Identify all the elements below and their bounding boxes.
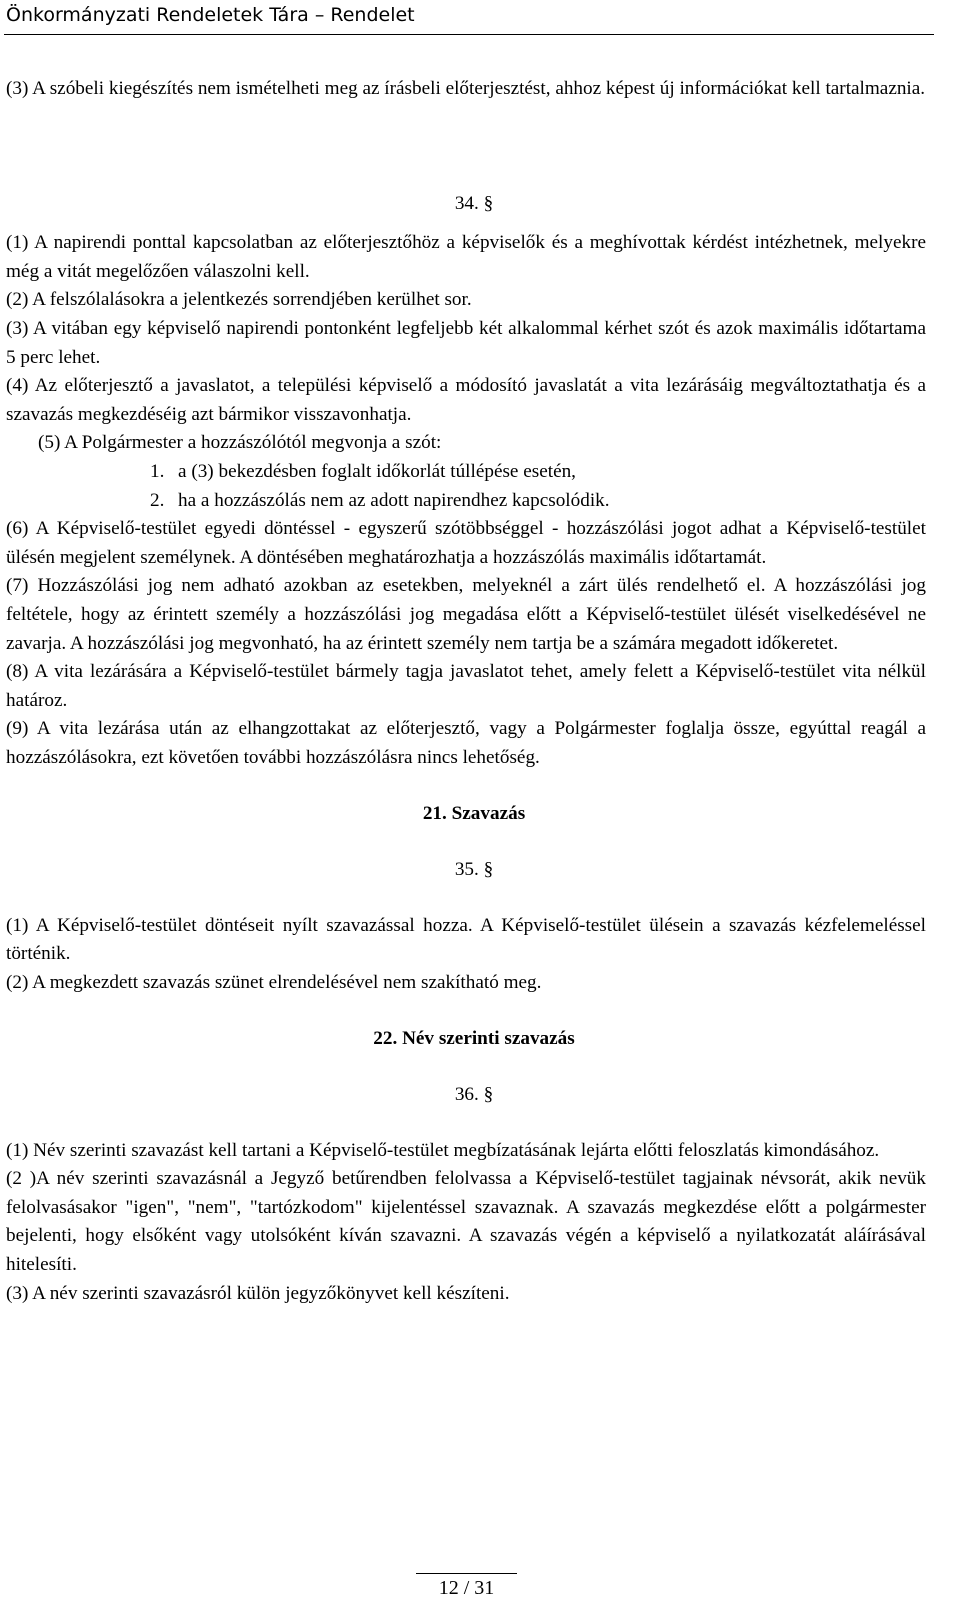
paragraph-36-2: (2 )A név szerinti szavazásnál a Jegyző betűrendben felolvassa a Képviselő-testület tagjainak névsorát, akik nevük felolvasásakor "igen", "nem", "tartózkodom" kijelentéssel szavaznak. A szavazás megkezdése előtt a polgármester bejelenti, hogy elsőként vagy utolsóként kíván szavazni. A szavazás végén a képviselő a nyilatkozatát aláírásával hitelesíti.	[6, 1168, 926, 1275]
list-item-text: a (3) bekezdésben foglalt időkorlát túllépése esetén,	[178, 460, 576, 482]
paragraph-34-2: (2) A felszólalásokra a jelentkezés sorrendjében kerülhet sor.	[6, 289, 472, 311]
paragraph-34-4: (4) Az előterjesztő a javaslatot, a települési képviselő a módosító javaslatát a vita lezárásáig megváltoztathatja és a szavazás megkezdéséig azt bármikor visszavonhatja.	[6, 375, 926, 425]
paragraph-34-8: (8) A vita lezárására a Képviselő-testület bármely tagja javaslatot tehet, amely felett a Képviselő-testület vita nélkül határoz.	[6, 661, 926, 711]
spacer	[6, 829, 926, 856]
list-item-number: 1.	[150, 460, 165, 482]
chapter-22-title: 22. Név szerinti szavazás	[373, 1028, 575, 1050]
paragraph-36-1: (1) Név szerinti szavazást kell tartani a Képviselő-testület megbízatásának lejárta előtti feloszlatás kimondásához.	[6, 1139, 880, 1161]
page-number: 12 / 31	[438, 1577, 495, 1599]
paragraph-34-3: (3) A vitában egy képviselő napirendi pontonként legfeljebb két alkalommal kérhet szót és azok maximális időtartama 5 perc lehet.	[6, 317, 926, 368]
paragraph-36-3: (3) A név szerinti szavazásról külön jegyzőkönyvet kell készíteni.	[6, 1282, 510, 1304]
paragraph-34-6: (6) A Képviselő-testület egyedi döntéssel - egyszerű szótöbbséggel - hozzászólási jogot adhat a Képviselő-testület ülésén megjelent személynek. A döntésében meghatározhatja a hozzászólás maximális időtartamát.	[6, 518, 926, 568]
paragraph-34-5: (5) A Polgármester a hozzászólótól megvonja a szót:	[38, 432, 442, 454]
paragraph-34-9: (9) A vita lezárása után az elhangzottakat az előterjesztő, vagy a Polgármester foglalja össze, egyúttal reagál a hozzászólásokra, ezt követően további hozzászólásra nincs lehetőség.	[6, 718, 926, 768]
page-header-title: Önkormányzati Rendeletek Tára – Rendelet	[6, 4, 415, 26]
paragraph-34-1: (1) A napirendi ponttal kapcsolatban az előterjesztőhöz a képviselők és a meghívottak kérdést intézhetnek, melyekre még a vitát megelőzően válaszolni kell.	[6, 232, 926, 282]
list-item	[6, 487, 926, 516]
list-item-text: ha a hozzászólás nem az adott napirendhez kapcsolódik.	[178, 489, 610, 511]
spacer	[6, 218, 926, 229]
paragraph-35-2: (2) A megkezdett szavazás szünet elrendelésével nem szakítható meg.	[6, 971, 542, 993]
spacer	[6, 772, 926, 800]
list-item	[6, 458, 926, 487]
spacer	[6, 885, 926, 912]
spacer	[6, 997, 926, 1025]
chapter-21-title: 21. Szavazás	[422, 803, 526, 825]
spacer	[6, 104, 926, 190]
paragraph-35-1: (1) A Képviselő-testület döntéseit nyílt szavazással hozza. A Képviselő-testület ülésein a szavazás kézfelemeléssel történik.	[6, 914, 926, 965]
document-body	[6, 75, 926, 1308]
footer-divider	[416, 1573, 517, 1574]
spacer	[6, 1110, 926, 1137]
paragraph-34-7: (7) Hozzászólási jog nem adható azokban az esetekben, melyeknél a zárt ülés rendelhető el. A hozzászólási jog feltétele, hogy az érintett személy a hozzászólási jog megadása előtt a Képviselő-testület ülését viselkedésével ne zavarja. A hozzászólási jog megvonható, ha az érintett személy nem tartja be a számára megadott időkeretet.	[6, 575, 926, 654]
section-35-title: 35. §	[454, 859, 494, 881]
section-36-title: 36. §	[454, 1084, 494, 1106]
spacer	[6, 1054, 926, 1081]
paragraph-33-3: (3) A szóbeli kiegészítés nem ismételheti meg az írásbeli előterjesztést, ahhoz képest új információkat kell tartalmaznia.	[6, 78, 926, 99]
list-item-number: 2.	[150, 489, 165, 511]
header-divider	[4, 34, 934, 35]
section-34-title: 34. §	[454, 192, 494, 214]
